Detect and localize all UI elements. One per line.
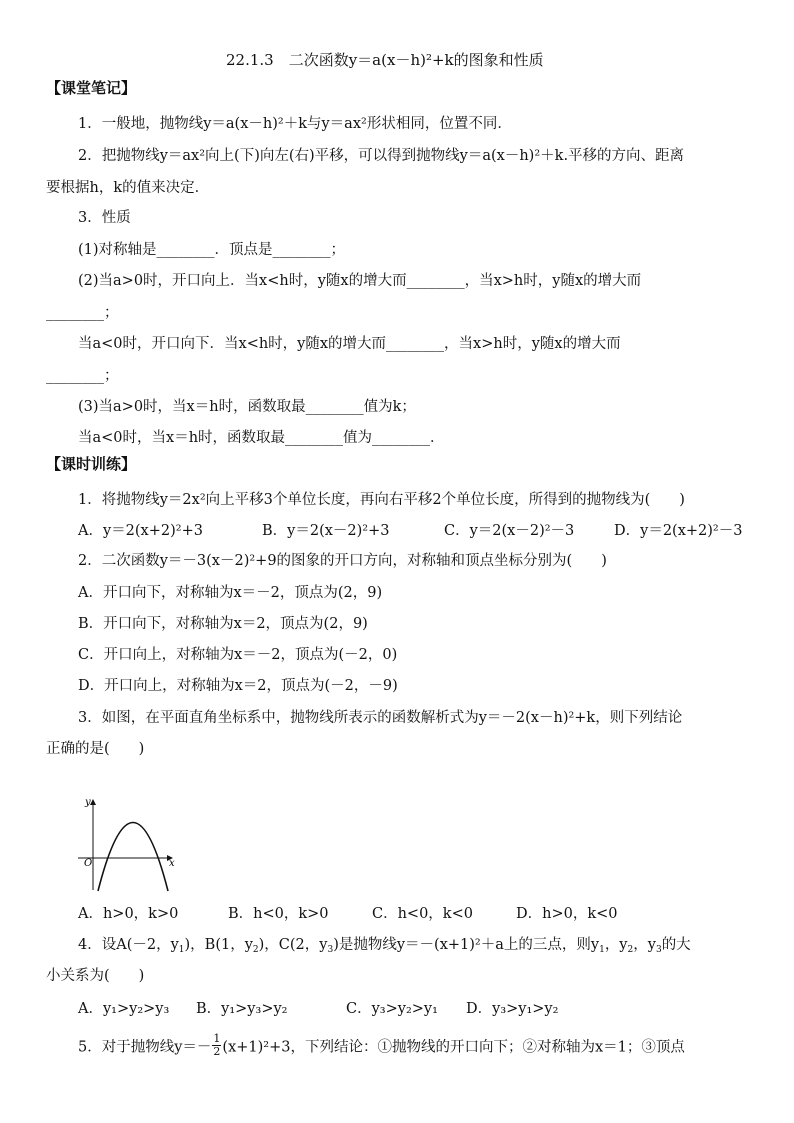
notes-line-4: 3．性质 (78, 210, 131, 226)
subscript: 2 (627, 945, 634, 955)
q4-text-part: ，y (604, 937, 628, 953)
q3-option-c: C．h<0，k<0 (372, 906, 473, 922)
notes-line-5: (1)对称轴是________．顶点是________； (78, 242, 346, 258)
q4-option-a: A．y₁>y₂>y₃ (78, 1001, 170, 1017)
question-4-line-2: 小关系为( ) (46, 968, 145, 984)
parabola-curve (98, 823, 168, 892)
question-1: 1．将抛物线y＝2x²向上平移3个单位长度，再向右平移2个单位长度，所得到的抛物线为( ) (78, 492, 685, 508)
y-axis-label: y (85, 797, 91, 808)
question-4-line-1 (78, 935, 691, 955)
q5-text-part: 5．对于抛物线y＝－ (78, 1039, 212, 1056)
section-heading-practice: 【课时训练】 (46, 455, 137, 473)
question-2: 2．二次函数y＝－3(x－2)²+9的图象的开口方向，对称轴和顶点坐标分别为( ) (78, 553, 607, 569)
q4-text-part: 的大 (661, 937, 691, 953)
notes-line-10: (3)当a>0时，当x＝h时，函数取最________值为k； (78, 399, 416, 415)
q4-text-part: 4．设A(－2，y (78, 937, 179, 953)
subscript: 2 (252, 945, 259, 955)
q4-text-part: )，C(2，y (258, 937, 328, 953)
x-axis-label: x (169, 858, 175, 869)
q4-text-part: )，B(1，y (184, 937, 253, 953)
section-heading-notes: 【课堂笔记】 (46, 79, 137, 97)
notes-line-8: 当a<0时，开口向下．当x<h时，y随x的增大而________，当x>h时，y随x的增大而 (78, 336, 621, 352)
origin-label: O (84, 858, 93, 869)
q4-option-c: C．y₃>y₂>y₁ (346, 1001, 438, 1017)
q1-option-d: D．y＝2(x+2)²－3 (614, 523, 743, 539)
subscript: 1 (178, 945, 185, 955)
q4-text-part: ，y (633, 937, 656, 953)
q2-option-a: A．开口向下，对称轴为x＝－2，顶点为(2，9) (78, 585, 383, 601)
q2-option-d: D．开口向上，对称轴为x＝2，顶点为(－2，－9) (78, 678, 398, 694)
q4-text-part: )是抛物线y＝－(x+1)²＋a上的三点，则y (333, 937, 600, 953)
question-5 (78, 1032, 685, 1060)
question-3-line-2: 正确的是( ) (46, 741, 145, 757)
q2-option-c: C．开口向上，对称轴为x＝－2，顶点为(－2，0) (78, 647, 398, 663)
question-3-line-1: 3．如图，在平面直角坐标系中，抛物线所表示的函数解析式为y＝－2(x－h)²+k，则下列结论 (78, 710, 683, 726)
notes-line-3: 要根据h，k的值来决定． (46, 180, 210, 196)
notes-line-6: (2)当a>0时，开口向上．当x<h时，y随x的增大而________，当x>h时，y随x的增大而 (78, 273, 642, 289)
fraction-denominator: 2 (213, 1045, 221, 1058)
subscript: 1 (599, 945, 605, 955)
page-title: 22.1.3 二次函数y＝a(x－h)²+k的图象和性质 (226, 51, 544, 69)
q4-option-b: B．y₁>y₃>y₂ (196, 1001, 288, 1017)
q5-text-part: (x+1)²+3，下列结论：①抛物线的开口向下；②对称轴为x＝1；③顶点 (222, 1039, 685, 1056)
q3-option-b: B．h<0，k>0 (228, 906, 329, 922)
notes-line-2: 2．把抛物线y＝ax²向上(下)向左(右)平移，可以得到抛物线y＝a(x－h)²＋k.平移的方向、距离 (78, 148, 685, 164)
subscript: 3 (327, 945, 334, 955)
q4-option-d: D．y₃>y₁>y₂ (466, 1001, 559, 1017)
subscript: 3 (655, 945, 662, 955)
parabola-figure (72, 796, 182, 896)
notes-line-9: ________； (46, 368, 119, 384)
fraction (212, 1033, 221, 1058)
notes-line-7: ________； (46, 305, 119, 321)
q2-option-b: B．开口向下，对称轴为x＝2，顶点为(2，9) (78, 616, 368, 632)
q1-option-a: A．y＝2(x+2)²+3 (78, 523, 203, 539)
q1-option-c: C．y＝2(x－2)²－3 (444, 523, 575, 539)
q3-option-d: D．h>0，k<0 (516, 906, 618, 922)
notes-line-1: 1．一般地，抛物线y＝a(x－h)²＋k与y＝ax²形状相同，位置不同． (78, 116, 512, 132)
fraction-numerator: 1 (213, 1032, 221, 1045)
notes-line-11: 当a<0时，当x＝h时，函数取最________值为________． (78, 430, 445, 446)
q1-option-b: B．y＝2(x－2)²+3 (262, 523, 390, 539)
q3-option-a: A．h>0，k>0 (78, 906, 179, 922)
